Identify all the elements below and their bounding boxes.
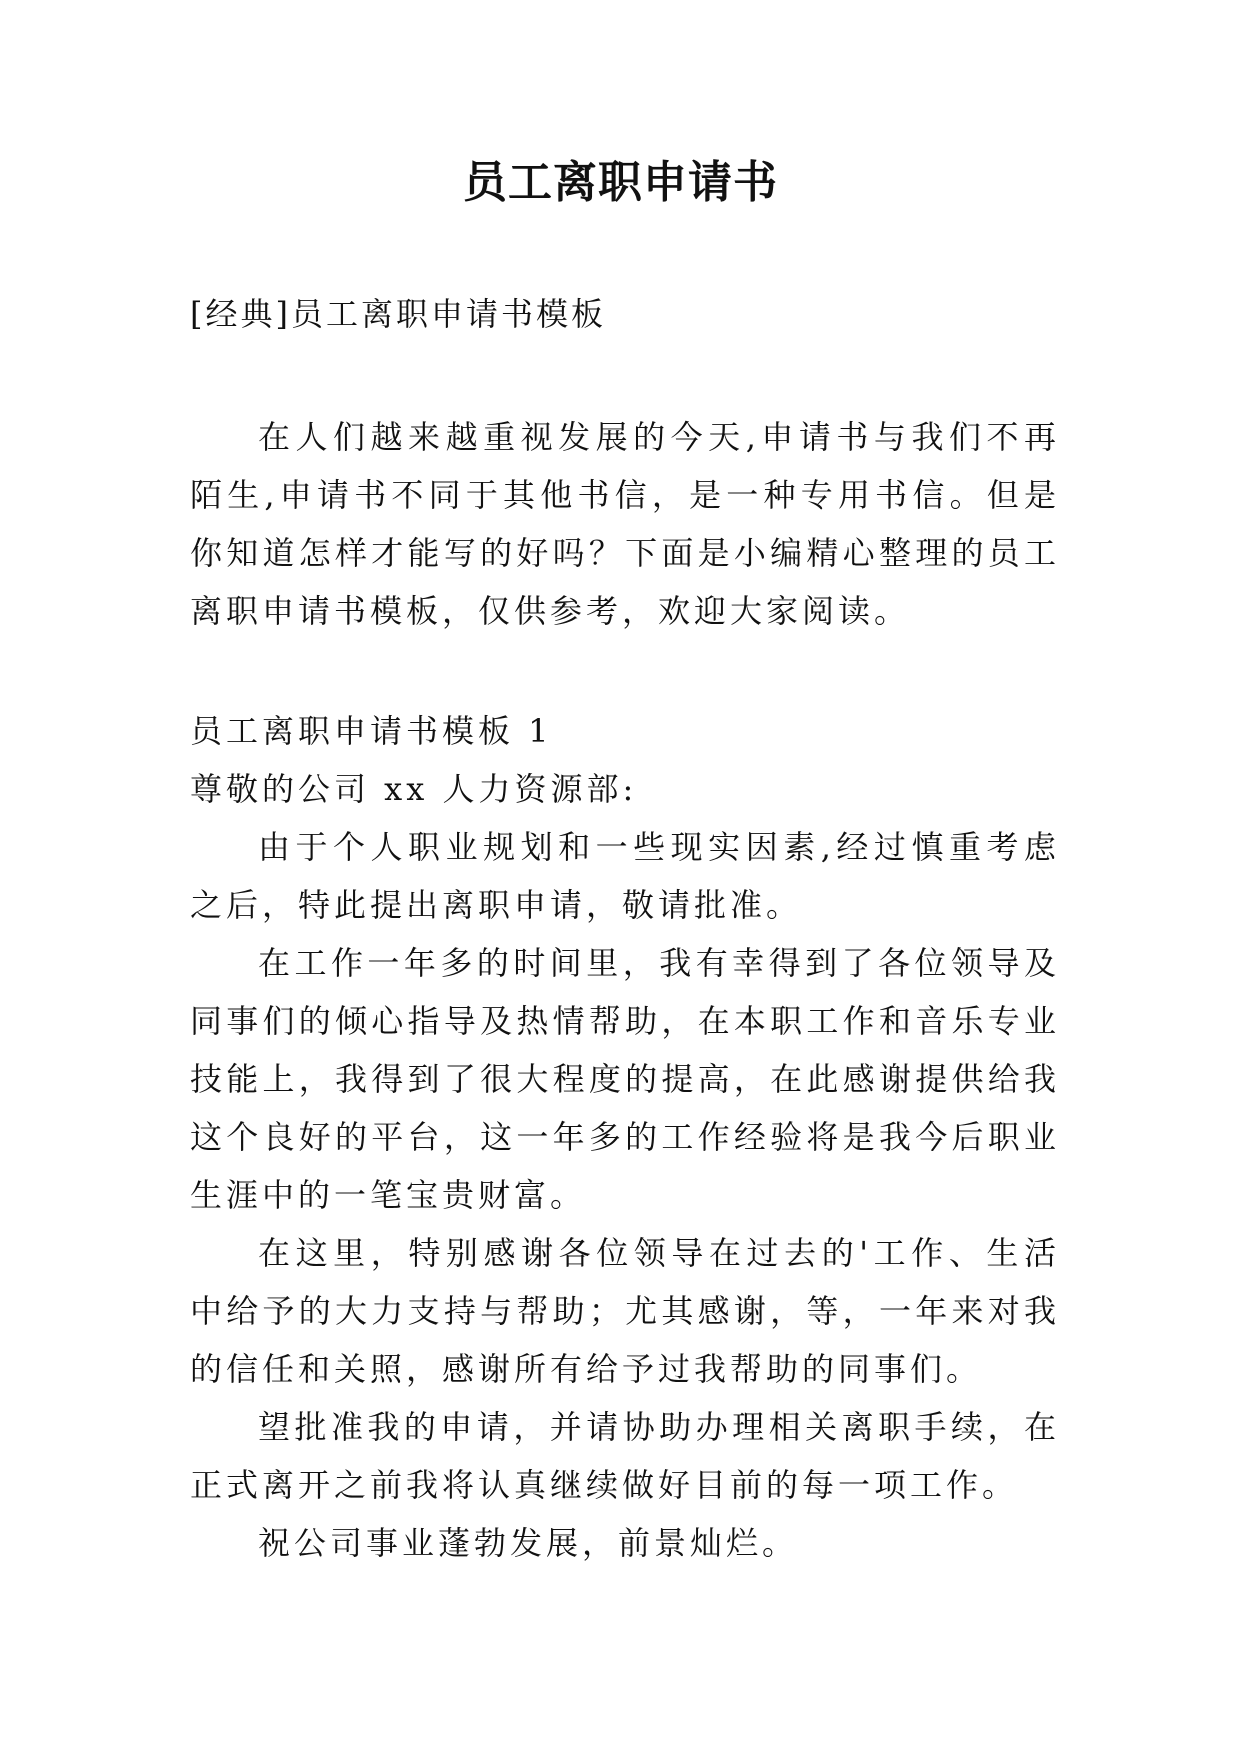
letter-body [190, 702, 1060, 1572]
letter-paragraph-5: 祝公司事业蓬勃发展，前景灿烂。 [258, 1524, 799, 1562]
document-title: 员工离职申请书 [463, 157, 778, 208]
letter-paragraph-1: 由于个人职业规划和一些现实因素,经过慎重考虑之后，特此提出离职申请，敬请批准。 [190, 828, 1060, 924]
template-heading: 员工离职申请书模板 1 [190, 712, 553, 750]
letter-paragraph-2: 在工作一年多的时间里，我有幸得到了各位领导及同事们的倾心指导及热情帮助，在本职工作和音乐专业技能上，我得到了很大程度的提高，在此感谢提供给我这个良好的平台，这一年多的工作经验将是我今后职业生涯中的一笔宝贵财富。 [190, 944, 1060, 1214]
letter-paragraph-3: 在这里，特别感谢各位领导在过去的'工作、生活中给予的大力支持与帮助；尤其感谢，等，一年来对我的信任和关照，感谢所有给予过我帮助的同事们。 [190, 1234, 1060, 1388]
intro-paragraph: 在人们越来越重视发展的今天,申请书与我们不再陌生,申请书不同于其他书信，是一种专用书信。但是你知道怎样才能写的好吗？下面是小编精心整理的员工离职申请书模板，仅供参考，欢迎大家阅读。 [190, 418, 1060, 630]
document-subtitle: [经典]员工离职申请书模板 [190, 295, 606, 333]
salutation: 尊敬的公司 xx 人力资源部: [190, 770, 638, 808]
letter-paragraph-4: 望批准我的申请，并请协助办理相关离职手续，在正式离开之前我将认真继续做好目前的每一项工作。 [190, 1408, 1060, 1504]
